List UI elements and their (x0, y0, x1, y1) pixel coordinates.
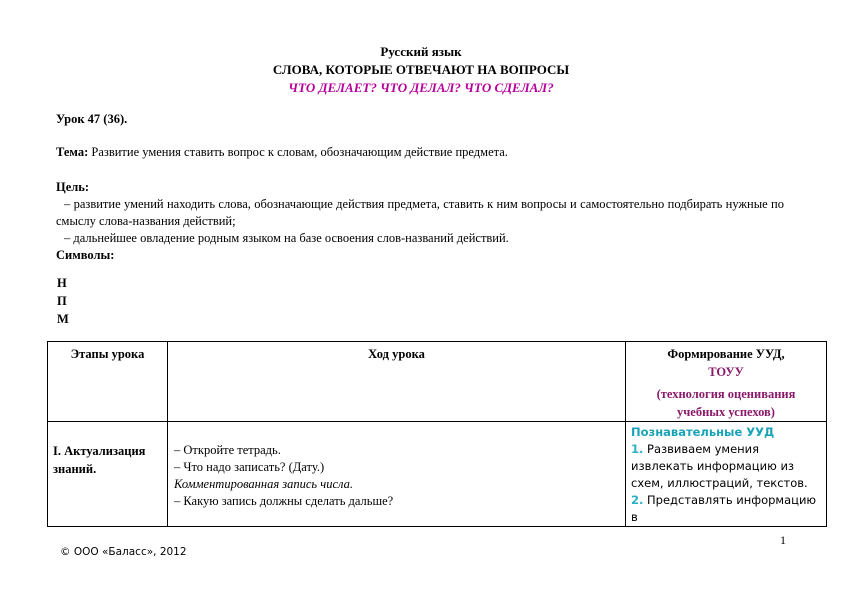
course-cell (168, 422, 626, 527)
uud-title: Познавательные УУД (631, 425, 775, 439)
uud-item-2: 2. Представлять информацию в (631, 493, 817, 524)
stage-cell (48, 422, 168, 527)
col-header-course: Ход урока (168, 342, 626, 422)
symbol-n: Н (57, 276, 67, 290)
uud-item-1: 1. Развиваем умения извлекать информацию из схем, иллюстраций, текстов. (631, 442, 808, 490)
goal-item-2: – дальнейшее овладение родным языком на базе освоения слов-названий действий. (64, 231, 509, 245)
col-header-uud (626, 342, 827, 422)
lesson-theme (56, 145, 508, 160)
page-number: 1 (780, 533, 786, 547)
theme-label: Тема: (56, 145, 89, 159)
lesson-topic-questions: ЧТО ДЕЛАЕТ? ЧТО ДЕЛАЛ? ЧТО СДЕЛАЛ? (288, 80, 554, 95)
goal-label: Цель: (56, 180, 90, 194)
col-header-stages: Этапы урока (48, 342, 168, 422)
uud-header-title: Формирование УУД, (667, 347, 785, 361)
copyright-footer: © ООО «Баласс», 2012 (60, 546, 187, 558)
table-row (48, 422, 827, 527)
symbol-p: П (57, 294, 67, 308)
symbol-m: М (57, 312, 69, 326)
stage-line: знаний. (53, 462, 97, 476)
document-subject: Русский язык (380, 44, 462, 59)
touu-label: ТОУУ (708, 365, 744, 379)
touu-subtitle-2: учебных успехов) (677, 405, 775, 419)
lesson-table (47, 341, 827, 527)
theme-text: Развитие умения ставить вопрос к словам, обозначающим действие предмета. (88, 145, 508, 159)
goal-item-1: – развитие умений находить слова, обозначающие действия предмета, ставить к ним вопросы и самостоятельно подбирать нужные по смыслу слова-названия действий; (56, 197, 784, 228)
lesson-number: Урок 47 (36). (56, 112, 128, 126)
course-line: – Что надо записать? (Дату.) (174, 460, 325, 474)
lesson-topic-title: СЛОВА, КОТОРЫЕ ОТВЕЧАЮТ НА ВОПРОСЫ (272, 62, 570, 77)
table-header-row (48, 342, 827, 422)
touu-subtitle-1: (технология оценивания (656, 387, 796, 401)
uud-cell (626, 422, 827, 527)
course-line: – Какую запись должны сделать дальше? (174, 494, 394, 508)
course-line: – Откройте тетрадь. (174, 443, 281, 457)
course-line-italic: Комментированная запись числа. (174, 477, 353, 491)
stage-line: I. Актуализация (53, 444, 146, 458)
symbols-label: Символы: (56, 248, 115, 262)
